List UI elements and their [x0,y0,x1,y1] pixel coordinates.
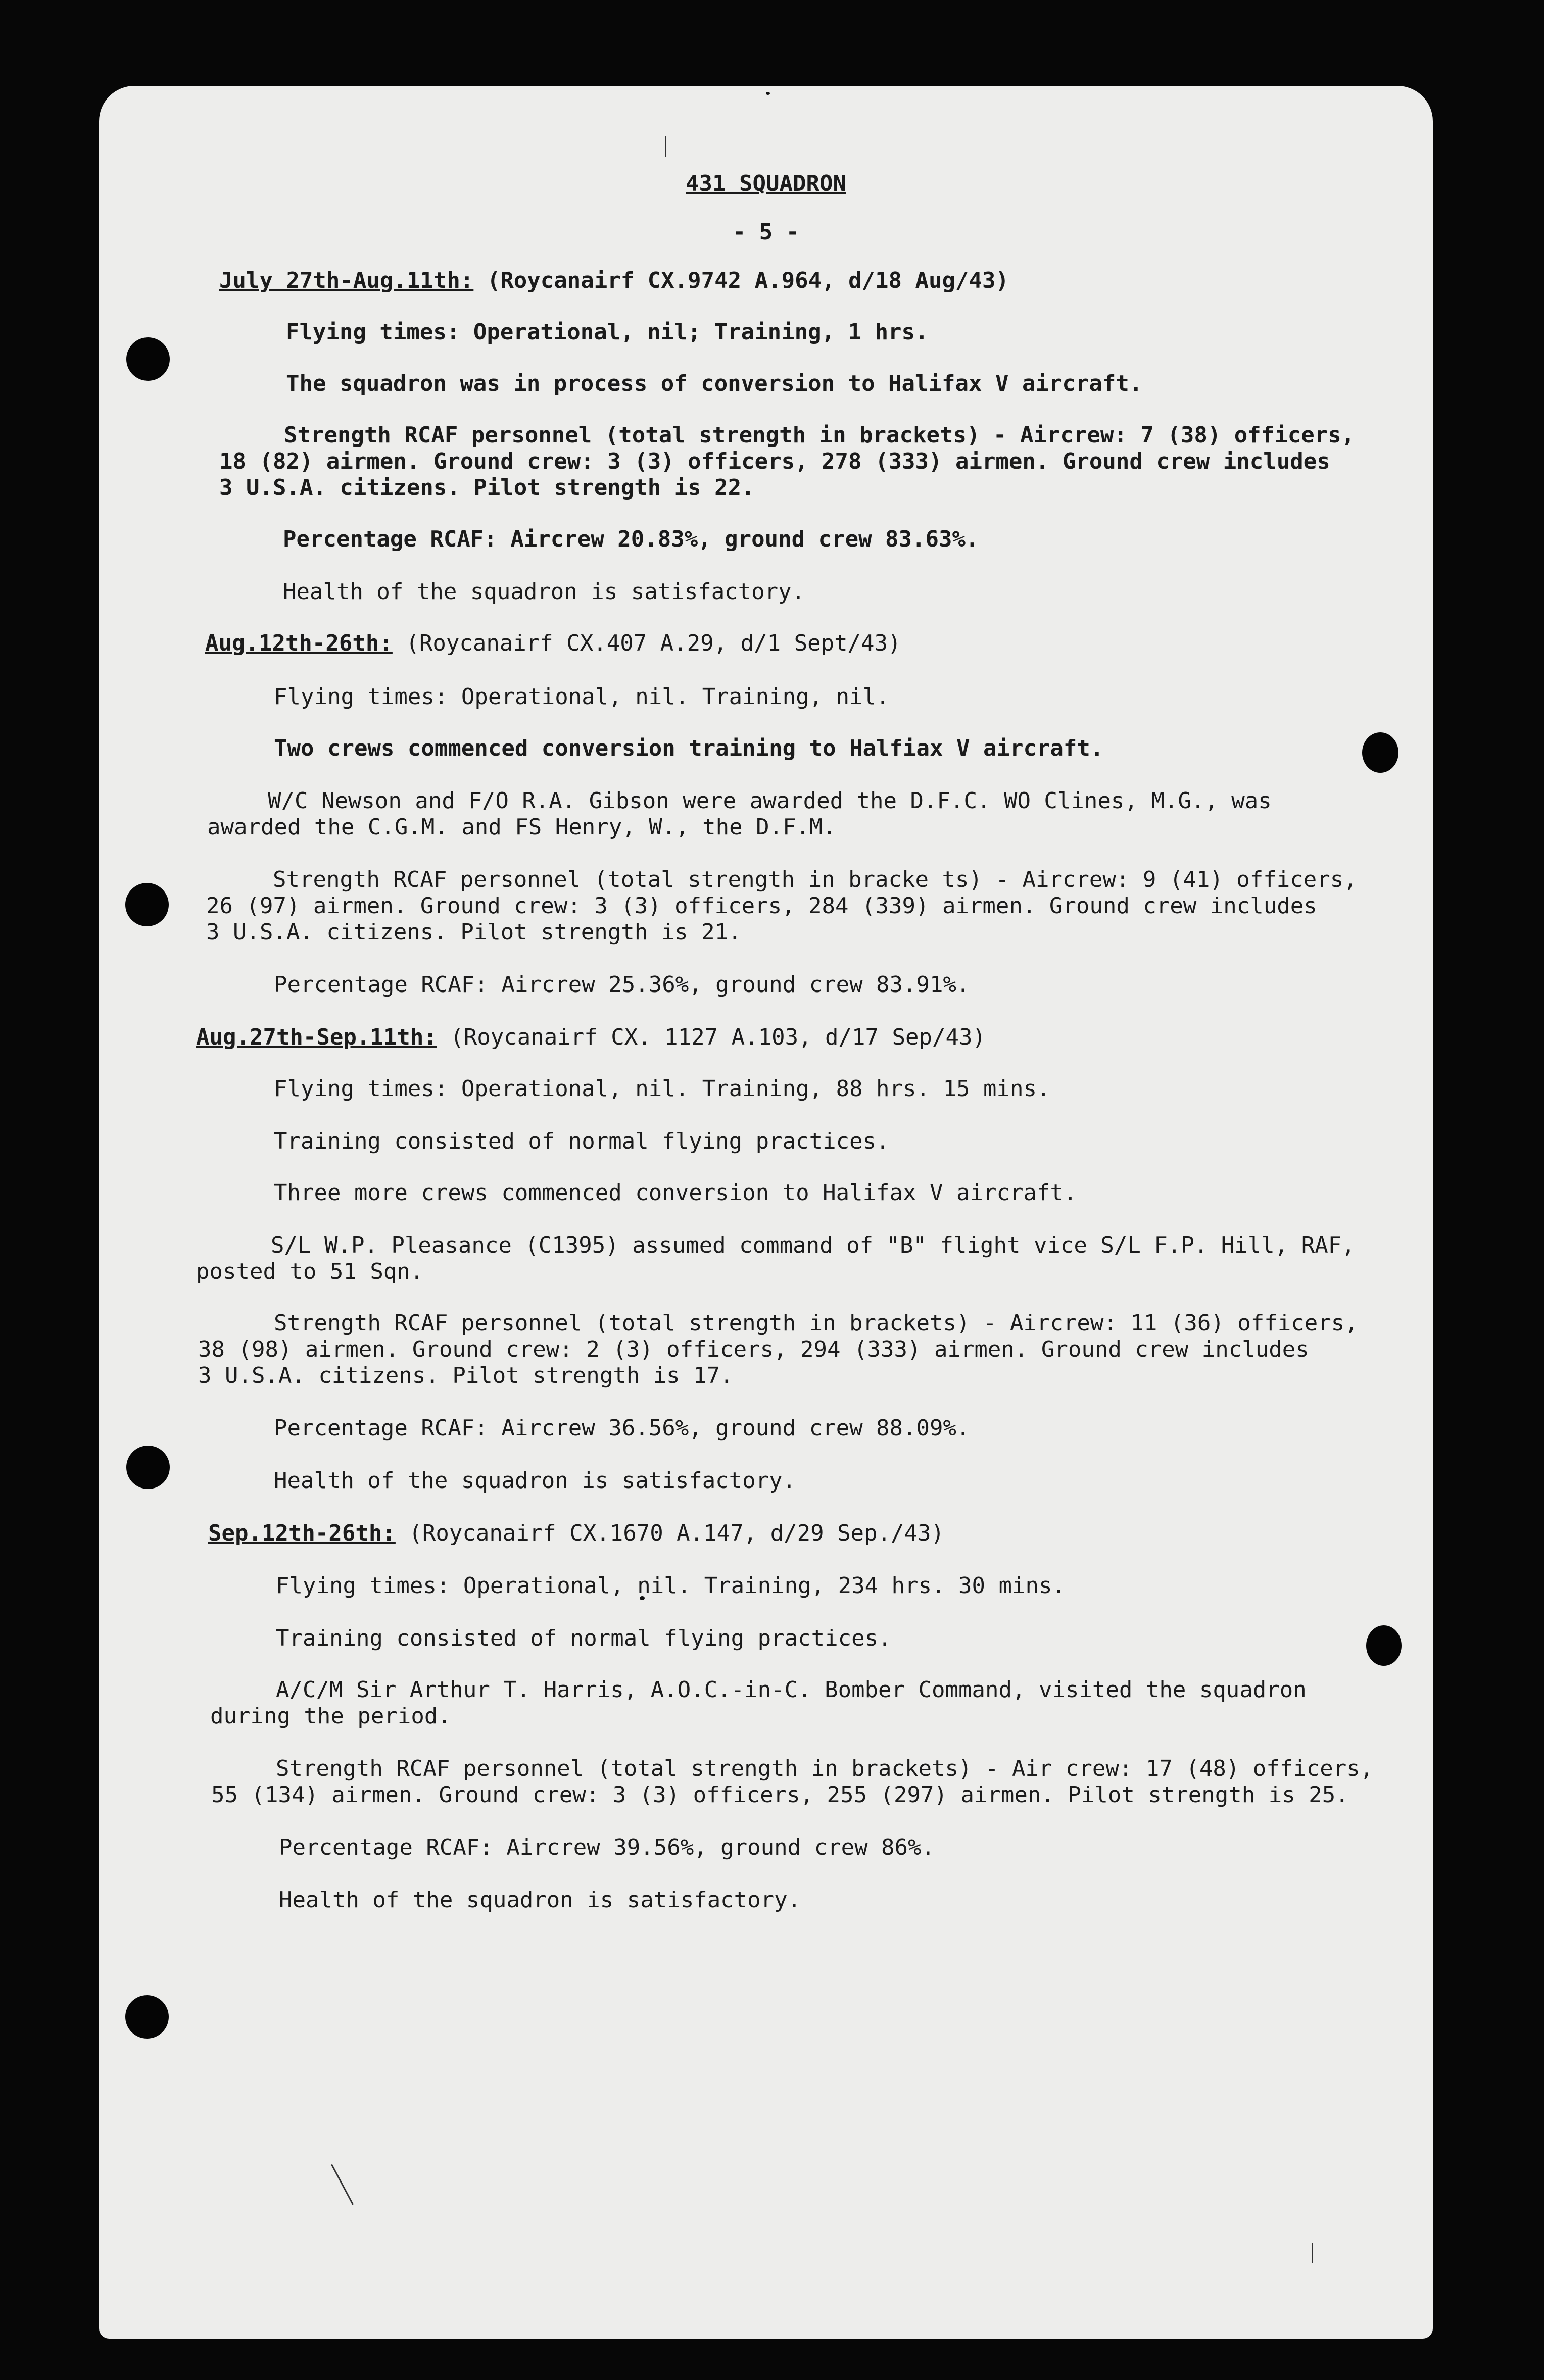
entry-date-label: July 27th-Aug.11th: [219,268,474,293]
flying-times: Flying times: Operational, nil. Training, 234 hrs. 30 mins. [276,1573,1066,1599]
paragraph: Two crews commenced conversion training to Halfiax V aircraft. [274,735,1104,761]
health-line: Health of the squadron is satisfactory. [279,1887,801,1913]
visit-line: during the period. [210,1703,451,1729]
visit-line: A/C/M Sir Arthur T. Harris, A.O.C.-in-C. Bomber Command, visited the squadron [276,1677,1307,1703]
entry-reference: (Roycanairf CX. 1127 A.103, d/17 Sep/43) [450,1024,986,1050]
entry-reference: (Roycanairf CX.9742 A.964, d/18 Aug/43) [487,268,1009,293]
entry-date-label: Aug.27th-Sep.11th: [196,1024,437,1050]
health-line: Health of the squadron is satisfactory. [274,1468,796,1494]
percentage-line: Percentage RCAF: Aircrew 39.56%, ground crew 86%. [279,1834,935,1860]
strength-line: 18 (82) airmen. Ground crew: 3 (3) officers, 278 (333) airmen. Ground crew includes [219,449,1330,474]
strength-line: 55 (134) airmen. Ground crew: 3 (3) officers, 255 (297) airmen. Pilot strength is 25. [211,1782,1349,1808]
entry-header [196,1024,986,1051]
strength-line: Strength RCAF personnel (total strength in brackets) - Air crew: 17 (48) officers, [276,1756,1374,1781]
strength-line: 3 U.S.A. citizens. Pilot strength is 17. [198,1363,734,1389]
strength-line: Strength RCAF personnel (total strength in brackets) - Aircrew: 11 (36) officers, [274,1310,1358,1336]
strength-line: Strength RCAF personnel (total strength in bracke ts) - Aircrew: 9 (41) officers, [273,867,1357,893]
entry-reference: (Roycanairf CX.1670 A.147, d/29 Sep./43) [409,1520,944,1546]
flying-times: Flying times: Operational, nil; Training, 1 hrs. [286,319,929,345]
strength-line: 26 (97) airmen. Ground crew: 3 (3) officers, 284 (339) airmen. Ground crew includes [206,893,1317,919]
document-page [99,86,1433,2339]
paragraph: Training consisted of normal flying practices. [276,1625,892,1651]
strength-line: 38 (98) airmen. Ground crew: 2 (3) officers, 294 (333) airmen. Ground crew includes [198,1336,1309,1362]
strength-line: 3 U.S.A. citizens. Pilot strength is 21. [206,919,742,945]
health-line: Health of the squadron is satisfactory. [283,579,805,605]
entry-header [219,268,1009,294]
paragraph: Three more crews commenced conversion to Halifax V aircraft. [274,1180,1077,1206]
percentage-line: Percentage RCAF: Aircrew 36.56%, ground crew 88.09%. [274,1415,970,1441]
document-text [99,86,1433,2339]
command-line: posted to 51 Sqn. [196,1259,424,1284]
awards-line: awarded the C.G.M. and FS Henry, W., the D.F.M. [207,814,837,840]
awards-line: W/C Newson and F/O R.A. Gibson were awarded the D.F.C. WO Clines, M.G., was [268,788,1272,814]
percentage-line: Percentage RCAF: Aircrew 20.83%, ground crew 83.63%. [283,526,979,552]
entry-header [205,630,901,657]
command-line: S/L W.P. Pleasance (C1395) assumed command of "B" flight vice S/L F.P. Hill, RAF, [271,1232,1355,1258]
paragraph: Training consisted of normal flying practices. [274,1128,890,1154]
entry-date-label: Aug.12th-26th: [205,630,393,656]
strength-line: Strength RCAF personnel (total strength in brackets) - Aircrew: 7 (38) officers, [284,422,1355,448]
page-number: - 5 - [732,219,800,245]
entry-date-label: Sep.12th-26th: [208,1520,396,1546]
strength-line: 3 U.S.A. citizens. Pilot strength is 22. [219,475,755,501]
paragraph: The squadron was in process of conversion to Halifax V aircraft. [286,371,1143,396]
squadron-title: 431 SQUADRON [686,171,846,196]
flying-times: Flying times: Operational, nil. Training, nil. [274,684,890,710]
flying-times: Flying times: Operational, nil. Training, 88 hrs. 15 mins. [274,1076,1050,1102]
percentage-line: Percentage RCAF: Aircrew 25.36%, ground crew 83.91%. [274,972,970,998]
entry-header [208,1520,944,1547]
entry-reference: (Roycanairf CX.407 A.29, d/1 Sept/43) [406,630,901,656]
